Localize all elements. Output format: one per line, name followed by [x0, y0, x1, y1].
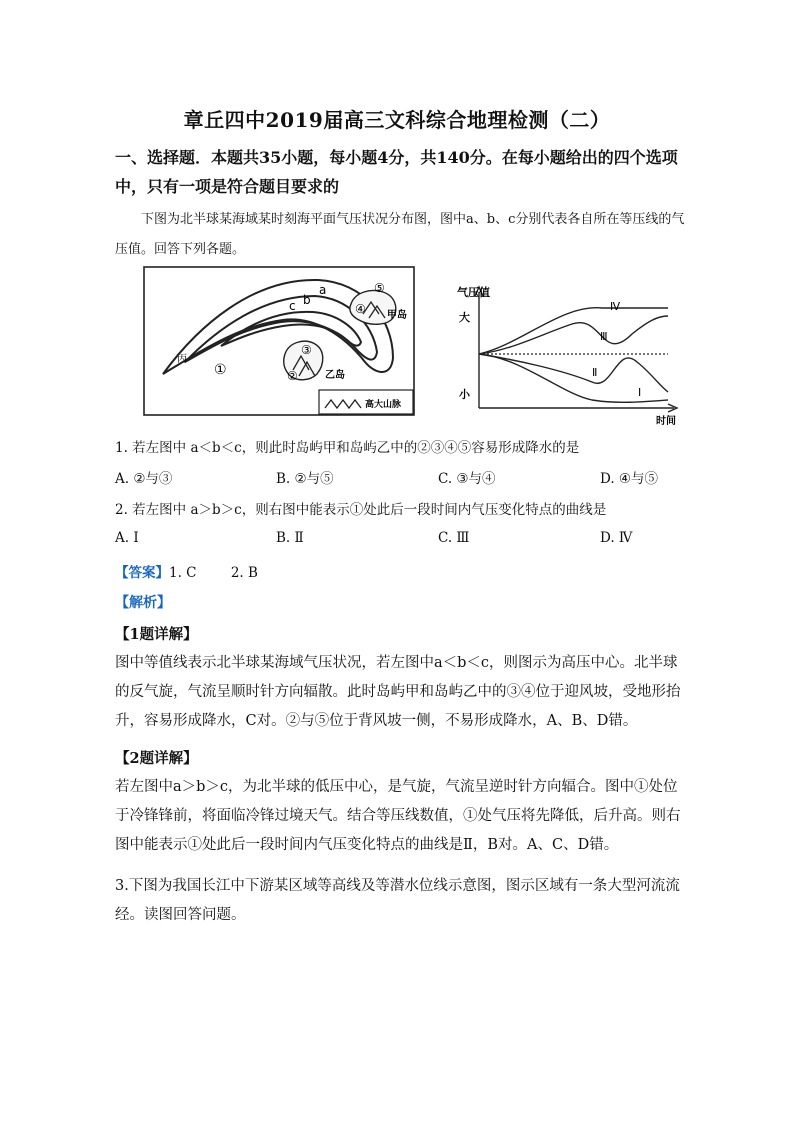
point-5: ⑤: [374, 281, 385, 295]
curve-label-I: Ⅰ: [638, 386, 642, 399]
isobar-map-figure: [143, 266, 415, 416]
island-jia-label: 甲岛: [387, 310, 407, 321]
point-2: ②: [287, 369, 298, 383]
q1-option-a: A. ②与③: [115, 471, 173, 487]
detail-2-heading: 【2题详解】: [115, 750, 198, 767]
question-3-stem: 3.下图为我国长江中下游某区域等高线及等潜水位线示意图，图示区域有一条大型河流流经。读图回答问题。: [115, 878, 680, 923]
q1-option-d: D. ④与⑤: [600, 471, 659, 487]
curve-IV: [479, 308, 668, 354]
y-axis-label: 气压值: [457, 286, 490, 299]
detail-2-text: 若左图中a＞b＞c，为北半球的低压中心，是气旋，气流呈逆时针方向辐合。图中①处位于冷锋锋前，将面临冷锋过境天气。结合等压线数值，①处气压将先降低，后升高。则右图中能表示①处此后一段时间内气压变化特点的曲线是Ⅱ，B对。A、C、D错。: [115, 779, 681, 853]
q2-option-d: D. Ⅳ: [600, 530, 633, 546]
point-3: ③: [301, 343, 312, 357]
y-axis-high-label: 大: [459, 311, 470, 324]
pressure-curve-chart: [452, 284, 684, 430]
question-intro: 下图为北半球某海域某时刻海平面气压状况分布图，图中a、b、c分别代表各自所在等压线的气压值。回答下列各题。: [115, 212, 685, 257]
island-yi-label: 乙岛: [325, 370, 345, 381]
q2-option-c: C. Ⅲ: [438, 530, 470, 546]
page-title: 章丘四中2019届高三文科综合地理检测（二）: [183, 108, 611, 132]
answer-line: [115, 561, 258, 581]
q1-option-c: C. ③与④: [438, 471, 496, 487]
section-heading: 一、选择题．本题共35小题，每小题4分，共140分。在每小题给出的四个选项中，只有一项是符合题目要求的: [115, 148, 678, 196]
q1-option-b: B. ②与⑤: [276, 471, 334, 487]
curve-label-II: Ⅱ: [592, 366, 598, 379]
point-1: ①: [214, 362, 227, 378]
answer-label: 【答案】: [115, 565, 169, 581]
question-2-stem: 2. 若左图中 a＞b＞c，则右图中能表示①处此后一段时间内气压变化特点的曲线是: [115, 502, 607, 518]
analysis-label: 【解析】: [115, 595, 171, 611]
answer-text: 1. C 2. B: [169, 565, 258, 581]
y-axis-low-label: 小: [459, 388, 470, 401]
detail-1-heading: 【1题详解】: [115, 626, 198, 643]
curve-label-IV: Ⅳ: [610, 300, 621, 313]
x-axis-label: 时间: [656, 416, 676, 427]
legend-label: 高大山脉: [365, 400, 402, 410]
detail-1-text: 图中等值线表示北半球某海域气压状况，若左图中a＜b＜c，则图示为高压中心。北半球的反气旋，气流呈顺时针方向辐散。此时岛屿甲和岛屿乙中的③④位于迎风坡，受地形抬升，容易形成降水，C对。②与⑤位于背风坡一侧，不易形成降水，A、B、D错。: [115, 655, 681, 729]
isobar-label-c: c: [289, 299, 296, 313]
q2-option-b: B. Ⅱ: [276, 530, 304, 546]
curve-III: [479, 316, 668, 354]
isobar-label-b: b: [303, 293, 311, 307]
curve-label-III: Ⅲ: [600, 330, 608, 343]
question-1-stem: 1. 若左图中 a＜b＜c，则此时岛屿甲和岛屿乙中的②③④⑤容易形成降水的是: [115, 440, 580, 456]
location-bing: 丙: [177, 354, 187, 365]
q2-option-a: A. Ⅰ: [115, 530, 139, 546]
isobar-label-a: a: [319, 283, 327, 297]
point-4: ④: [355, 302, 366, 316]
